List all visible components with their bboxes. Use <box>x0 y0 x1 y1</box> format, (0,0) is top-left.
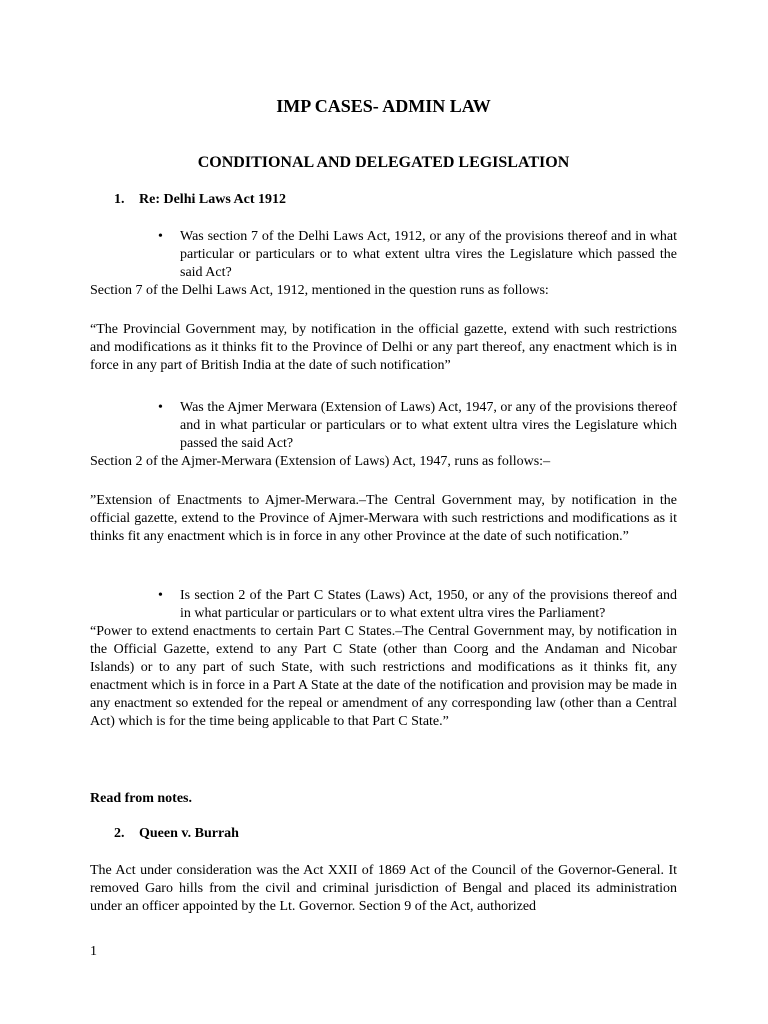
quoted-provision: “The Provincial Government may, by notification in the official gazette, extend with such restrictions and modifications as it thinks fit to the Province of Delhi or any part thereof, any enactment which is in force in any part of British India at the date of such notification” <box>90 322 677 373</box>
question-text: Was section 7 of the Delhi Laws Act, 1912, or any of the provisions thereof and in what particular or particulars or to what extent ultra vires the Legislature which passed the said Act? <box>180 229 677 280</box>
case-heading-2 <box>114 825 239 843</box>
bullet-icon: • <box>158 588 163 603</box>
case-heading-1 <box>114 191 286 209</box>
case-number: 1. <box>114 192 125 207</box>
case-title: Queen v. Burrah <box>139 826 239 841</box>
bullet-icon: • <box>158 229 163 244</box>
case-title: Re: Delhi Laws Act 1912 <box>139 192 286 207</box>
question-text: Is section 2 of the Part C States (Laws) Act, 1950, or any of the provisions thereof and in what particular or particulars or to what extent ultra vires the Parliament? <box>180 588 677 621</box>
case-number: 2. <box>114 826 125 841</box>
note-text: Read from notes. <box>90 791 193 806</box>
page-number: 1 <box>90 944 97 959</box>
document-title: IMP CASES- ADMIN LAW <box>276 96 491 116</box>
question-item-3 <box>158 587 677 623</box>
paragraph: The Act under consideration was the Act XXII of 1869 Act of the Council of the Governor-General. It removed Garo hills from the civil and criminal jurisdiction of Bengal and placed its administration under an officer appointed by the Lt. Governor. Section 9 of the Act, authorized <box>90 863 677 914</box>
question-item-1 <box>158 228 677 282</box>
paragraph: Section 7 of the Delhi Laws Act, 1912, mentioned in the question runs as follows: <box>90 283 549 298</box>
quoted-provision: “Power to extend enactments to certain Part C States.–The Central Government may, by notification in the Official Gazette, extend to any Part C State (other than Coorg and the Andaman and Nicobar Islands) or to any part of such State, with such restrictions and modifications as it thinks fit, any enactment which is in force in a Part A State at the date of the notification and provision may be made in any enactment so extended for the repeal or amendment of any corresponding law (other than a Central Act) which is for the time being applicable to that Part C State.” <box>90 624 677 729</box>
question-item-2 <box>158 399 677 453</box>
quoted-provision: ”Extension of Enactments to Ajmer-Merwara.–The Central Government may, by notification in the official gazette, extend to the Province of Ajmer-Merwara with such restrictions and modifications as it thinks fit any enactment which is in force in any other Province at the date of such notification.” <box>90 493 677 544</box>
paragraph: Section 2 of the Ajmer-Merwara (Extension of Laws) Act, 1947, runs as follows:– <box>90 454 551 469</box>
section-heading: CONDITIONAL AND DELEGATED LEGISLATION <box>197 154 570 171</box>
question-text: Was the Ajmer Merwara (Extension of Laws) Act, 1947, or any of the provisions thereof and in what particular or particulars or to what extent ultra vires the Legislature which passed the said Act? <box>180 400 677 451</box>
bullet-icon: • <box>158 400 163 415</box>
